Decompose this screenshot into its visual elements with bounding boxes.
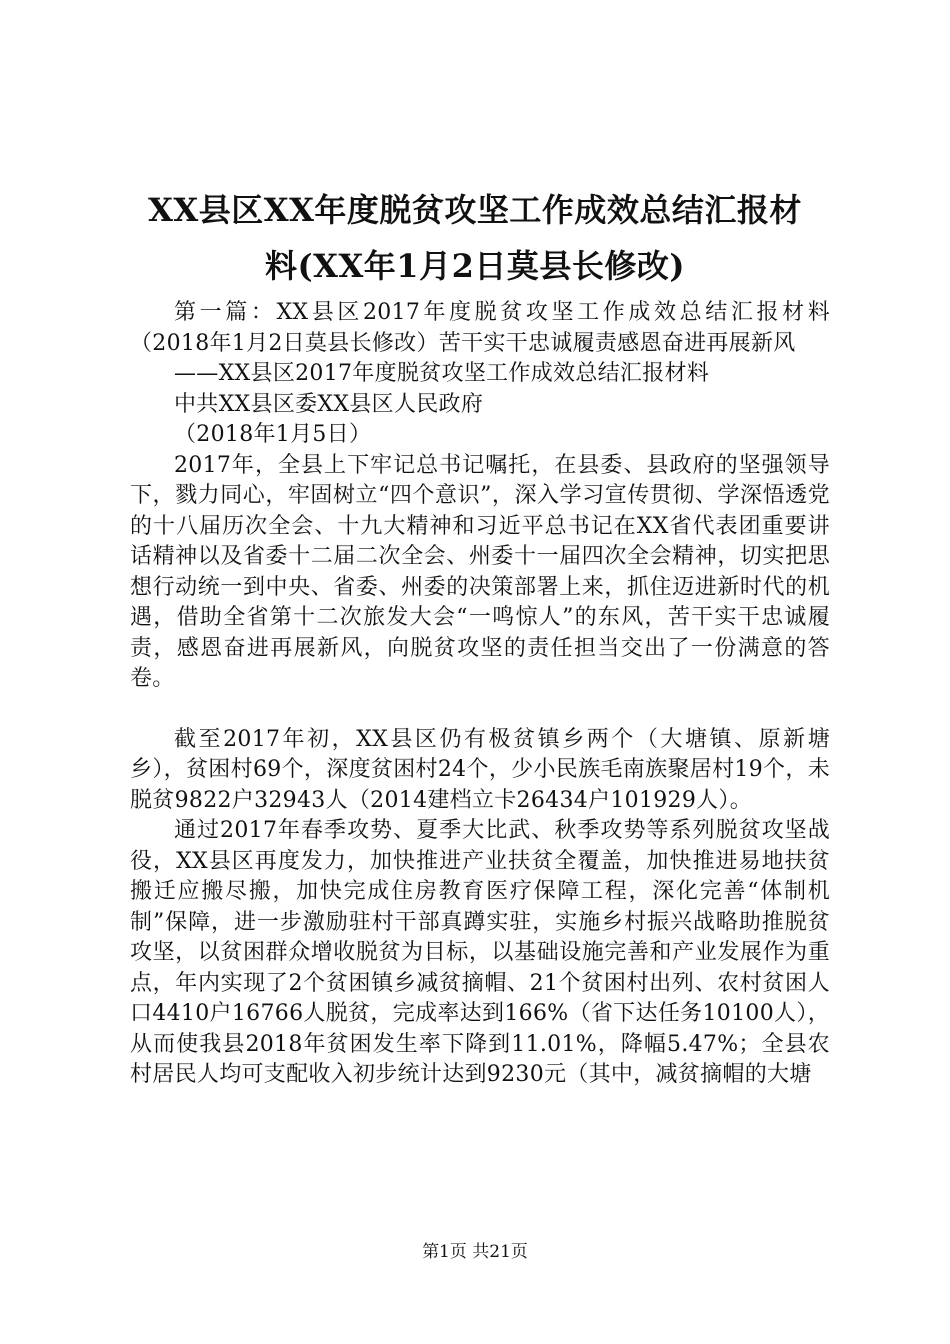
paragraph-subtitle: ——XX县区2017年度脱贫攻坚工作成效总结汇报材料 xyxy=(174,361,710,386)
paragraph-intro-heading: 第一篇：XX县区2017年度脱贫攻坚工作成效总结汇报材料（2018年1月2日莫县长修改）苦干实干忠诚履责感恩奋进再展新风 xyxy=(130,300,830,356)
paragraph-overview: 2017年，全县上下牢记总书记嘱托，在县委、县政府的坚强领导下，戮力同心，牢固树立“四个意识”，深入学习宣传贯彻、学深悟透党的十八届历次全会、十九大精神和习近平总书记在XX省代表团重要讲话精神以及省委十二届二次全会、州委十一届四次全会精神，切实把思想行动统一到中央、省委、州委的决策部署上来，抓住迈进新时代的机遇，借助全省第十二次旅发大会“一鸣惊人”的东风，苦干实干忠诚履责，感恩奋进再展新风，向脱贫攻坚的责任担当交出了一份满意的答卷。 xyxy=(130,452,830,691)
paragraph-achievements: 通过2017年春季攻势、夏季大比武、秋季攻势等系列脱贫攻坚战役，XX县区再度发力，加快推进产业扶贫全覆盖，加快推进易地扶贫搬迁应搬尽搬，加快完成住房教育医疗保障工程，深化完善“体制机制”保障，进一步激励驻村干部真蹲实驻，实施乡村振兴战略助推脱贫攻坚，以贫困群众增收脱贫为目标，以基础设施完善和产业发展作为重点，年内实现了2个贫困镇乡减贫摘帽、21个贫困村出列、农村贫困人口4410户16766人脱贫，完成率达到166%（省下达任务10100人），从而使我县2018年贫困发生率下降到11.01%，降幅5.47%；全县农村居民人均可支配收入初步统计达到9230元（其中，减贫摘帽的大塘 xyxy=(130,818,830,1087)
paragraph-spacer xyxy=(130,695,830,725)
paragraph-baseline-status: 截至2017年初，XX县区仍有极贫镇乡两个（大塘镇、原新塘乡），贫困村69个，深度贫困村24个，少小民族毛南族聚居村19个，未脱贫9822户32943人（2014建档立卡26434户101929人）。 xyxy=(130,726,830,813)
paragraph-issuer: 中共XX县区委XX县区人民政府 xyxy=(174,391,484,417)
document-title-line-2: 料(XX年1月2日莫县长修改) xyxy=(265,247,685,285)
page-footer: 第1页 共21页 xyxy=(422,1242,528,1262)
document-body xyxy=(130,298,830,1091)
paragraph-date: （2018年1月5日） xyxy=(174,422,372,447)
document-title-line-1: XX县区XX年度脱贫攻坚工作成效总结汇报材 xyxy=(148,191,802,229)
